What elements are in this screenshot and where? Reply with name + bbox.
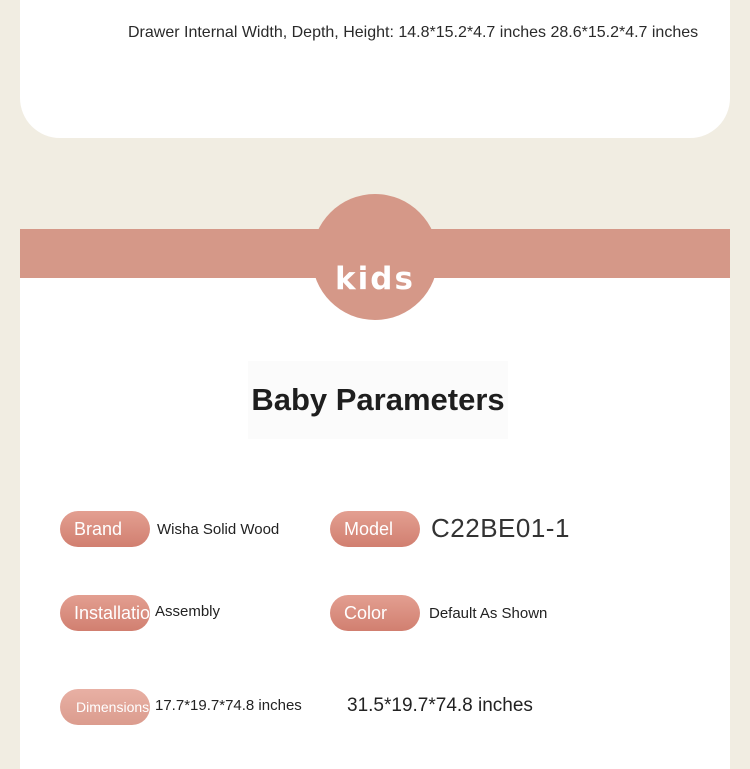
dimensions-value: 17.7*19.7*74.8 inches xyxy=(155,697,302,714)
kids-badge-label: kids xyxy=(335,261,415,297)
color-label: Color xyxy=(330,595,420,631)
brand-label: Brand xyxy=(60,511,150,547)
model-label: Model xyxy=(330,511,420,547)
dimensions-value-2: 31.5*19.7*74.8 inches xyxy=(347,695,533,716)
installation-value: Assembly xyxy=(155,603,221,620)
drawer-spec-card xyxy=(20,0,730,138)
kids-badge xyxy=(312,194,438,320)
brand-value: Wisha Solid Wood xyxy=(157,521,280,538)
installation-label: Installation xyxy=(60,595,150,631)
model-value: C22BE01-1 xyxy=(431,513,570,543)
dimensions-label: Dimensions xyxy=(60,689,150,725)
drawer-spec-text: Drawer Internal Width, Depth, Height: 14.8*15.2*4.7 inches 28.6*15.2*4.7 inches xyxy=(128,24,699,41)
parameters-card xyxy=(20,229,730,769)
color-value: Default As Shown xyxy=(429,605,548,622)
section-title: Baby Parameters xyxy=(248,361,508,439)
